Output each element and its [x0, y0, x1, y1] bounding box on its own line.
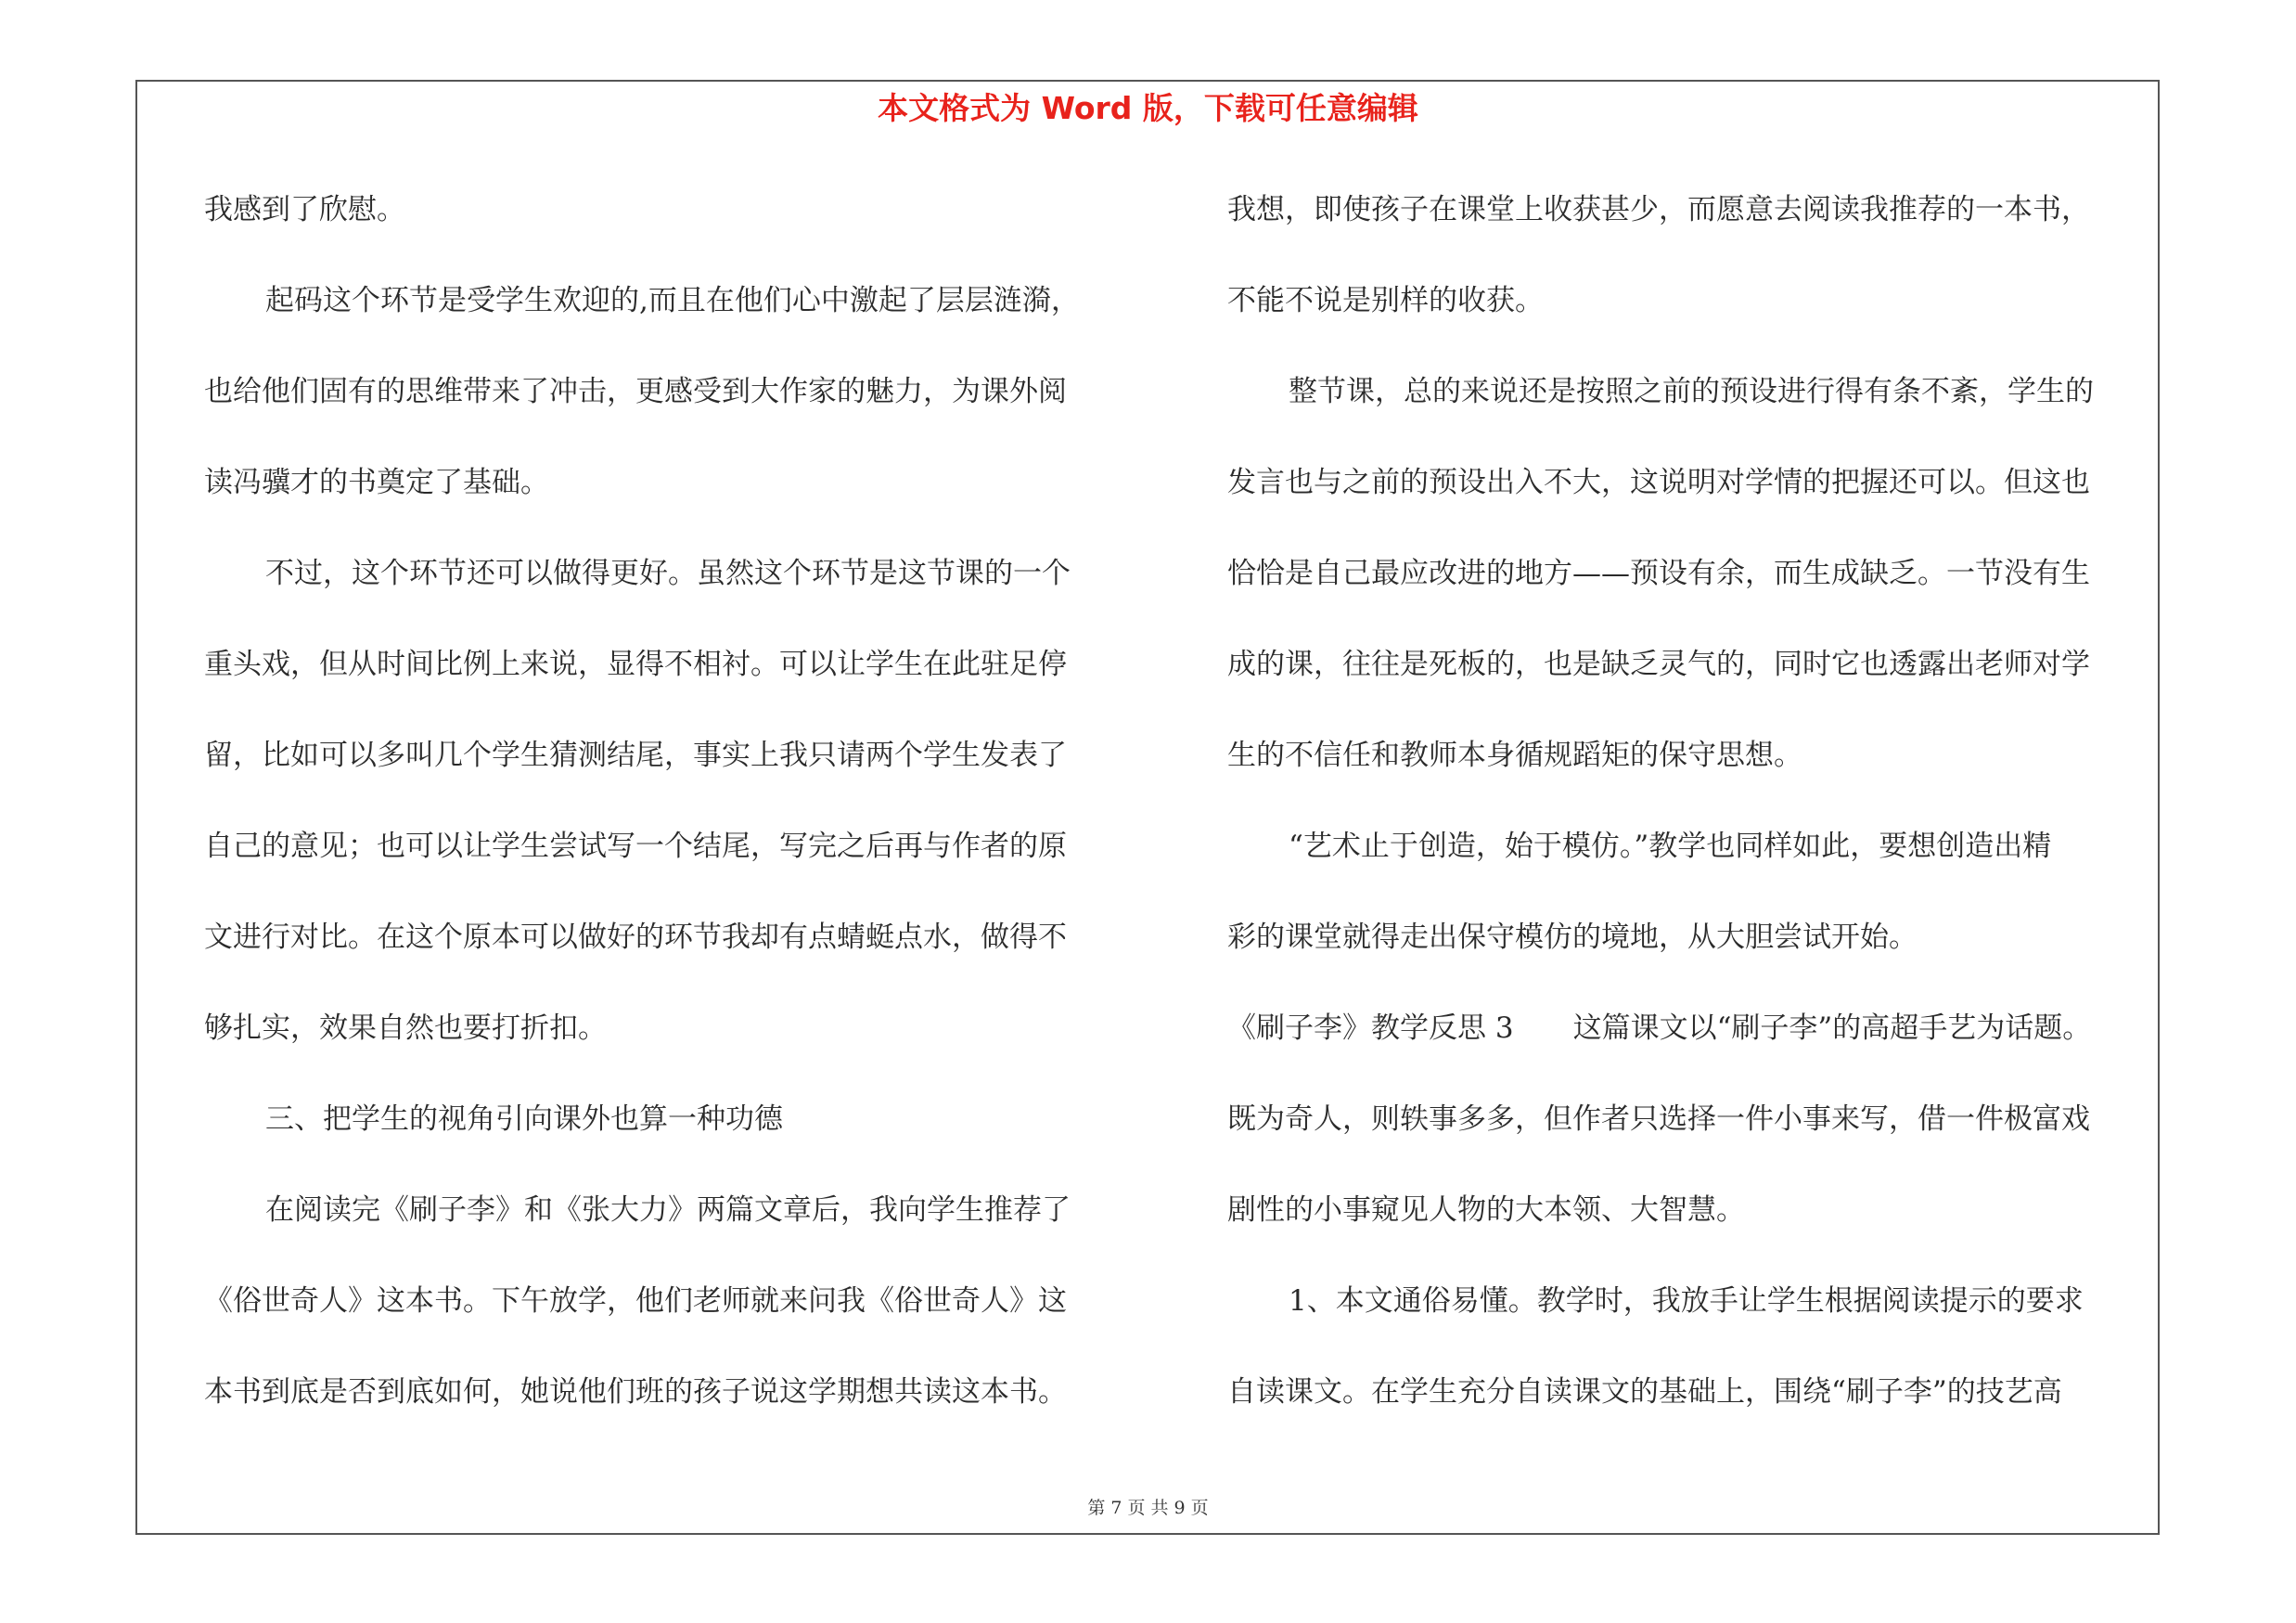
paragraph-line: 起码这个环节是受学生欢迎的,而且在他们心中激起了层层涟漪，: [265, 284, 1080, 317]
paragraph-line: 我想，即使孩子在课堂上收获甚少，而愿意去阅读我推荐的一本书，: [1227, 193, 2090, 226]
paragraph-line: 自己的意见；也可以让学生尝试写一个结尾，写完之后再与作者的原: [204, 830, 1067, 863]
paragraph-line: 也给他们固有的思维带来了冲击，更感受到大作家的魅力，为课外阅: [204, 375, 1067, 408]
section-title: 《刷子李》教学反思 3: [1227, 1011, 1514, 1045]
paragraph-line: 1、本文通俗易懂。教学时，我放手让学生根据阅读提示的要求: [1289, 1284, 2084, 1318]
paragraph-line: 我感到了欣慰。: [204, 193, 405, 226]
section-title-line: [1227, 983, 2155, 1074]
page-number-footer: 第 7 页 共 9 页: [1087, 1498, 1209, 1518]
paragraph-line: 恰恰是自己最应改进的地方——预设有余，而生成缺乏。一节没有生: [1227, 557, 2090, 590]
paragraph-line: 留，比如可以多叫几个学生猜测结尾，事实上我只请两个学生发表了: [204, 739, 1067, 772]
paragraph-line: 不能不说是别样的收获。: [1227, 284, 1544, 317]
paragraph-text: 这篇课文以“刷子李”的高超手艺为话题。: [1572, 1011, 2092, 1045]
paragraph-line: 不过，这个环节还可以做得更好。虽然这个环节是这节课的一个: [265, 557, 1071, 590]
paragraph-line: “艺术止于创造，始于模仿。”教学也同样如此，要想创造出精: [1289, 830, 2052, 863]
paragraph-line: 生的不信任和教师本身循规蹈矩的保守思想。: [1227, 739, 1802, 772]
paragraph-line: 既为奇人，则轶事多多，但作者只选择一件小事来写，借一件极富戏: [1227, 1102, 2090, 1136]
paragraph-line: 本书到底是否到底如何，她说他们班的孩子说这学期想共读这本书。: [204, 1375, 1067, 1409]
paragraph-line: 文进行对比。在这个原本可以做好的环节我却有点蜻蜓点水，做得不: [204, 921, 1067, 954]
paragraph-line: 读冯骥才的书奠定了基础。: [204, 466, 549, 499]
paragraph-line: 自读课文。在学生充分自读课文的基础上，围绕“刷子李”的技艺高: [1227, 1375, 2062, 1409]
paragraph-line: 成的课，往往是死板的，也是缺乏灵气的，同时它也透露出老师对学: [1227, 648, 2090, 681]
paragraph-line: 彩的课堂就得走出保守模仿的境地，从大胆尝试开始。: [1227, 921, 1918, 954]
paragraph-line: 够扎实，效果自然也要打折扣。: [204, 1011, 607, 1045]
section-heading: 三、把学生的视角引向课外也算一种功德: [265, 1102, 783, 1136]
paragraph-line: 整节课，总的来说还是按照之前的预设进行得有条不紊，学生的: [1289, 375, 2094, 408]
paragraph-line: 重头戏，但从时间比例上来说，显得不相衬。可以让学生在此驻足停: [204, 648, 1067, 681]
document-header-title: 本文格式为 Word 版，下载可任意编辑: [878, 90, 1418, 126]
paragraph-line: 《俗世奇人》这本书。下午放学，他们老师就来问我《俗世奇人》这: [204, 1284, 1067, 1318]
paragraph-line: 发言也与之前的预设出入不大，这说明对学情的把握还可以。但这也: [1227, 466, 2090, 499]
left-text-column: [204, 164, 1160, 1437]
paragraph-line: 剧性的小事窥见人物的大本领、大智慧。: [1227, 1193, 1745, 1227]
paragraph-line: 在阅读完《刷子李》和《张大力》两篇文章后，我向学生推荐了: [265, 1193, 1071, 1227]
right-text-column: [1227, 164, 2155, 1437]
